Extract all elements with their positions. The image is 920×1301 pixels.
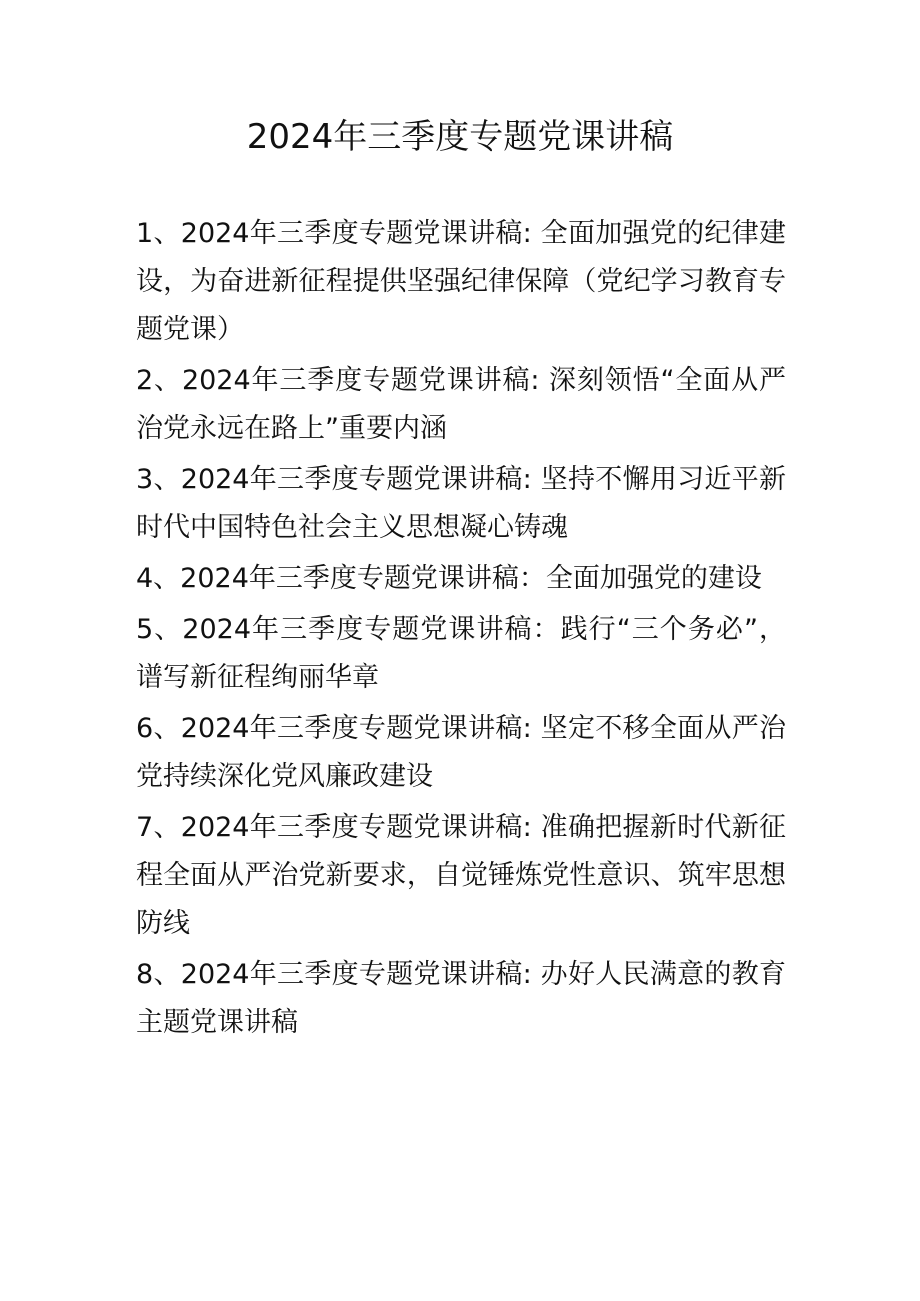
toc-item-6: 6、2024年三季度专题党课讲稿: 坚定不移全面从严治党持续深化党风廉政建设 [136, 713, 786, 792]
toc-item-4: 4、2024年三季度专题党课讲稿：全面加强党的建设 [136, 563, 762, 594]
toc-item-7: 7、2024年三季度专题党课讲稿: 准确把握新时代新征程全面从严治党新要求，自觉锤炼党性意识、筑牢思想防线 [136, 812, 786, 939]
document-title: 2024年三季度专题党课讲稿 [246, 117, 674, 157]
toc-item-5: 5、2024年三季度专题党课讲稿：践行“三个务必”，谱写新征程绚丽华章 [136, 614, 786, 693]
toc-item-1: 1、2024年三季度专题党课讲稿: 全面加强党的纪律建设，为奋进新征程提供坚强纪律保障（党纪学习教育专题党课） [136, 218, 786, 345]
toc-item-8: 8、2024年三季度专题党课讲稿: 办好人民满意的教育主题党课讲稿 [136, 959, 786, 1038]
toc-item-2: 2、2024年三季度专题党课讲稿: 深刻领悟“全面从严治党永远在路上”重要内涵 [136, 365, 786, 444]
toc-list [136, 210, 786, 1050]
toc-item-3: 3、2024年三季度专题党课讲稿: 坚持不懈用习近平新时代中国特色社会主义思想凝心铸魂 [136, 464, 786, 543]
